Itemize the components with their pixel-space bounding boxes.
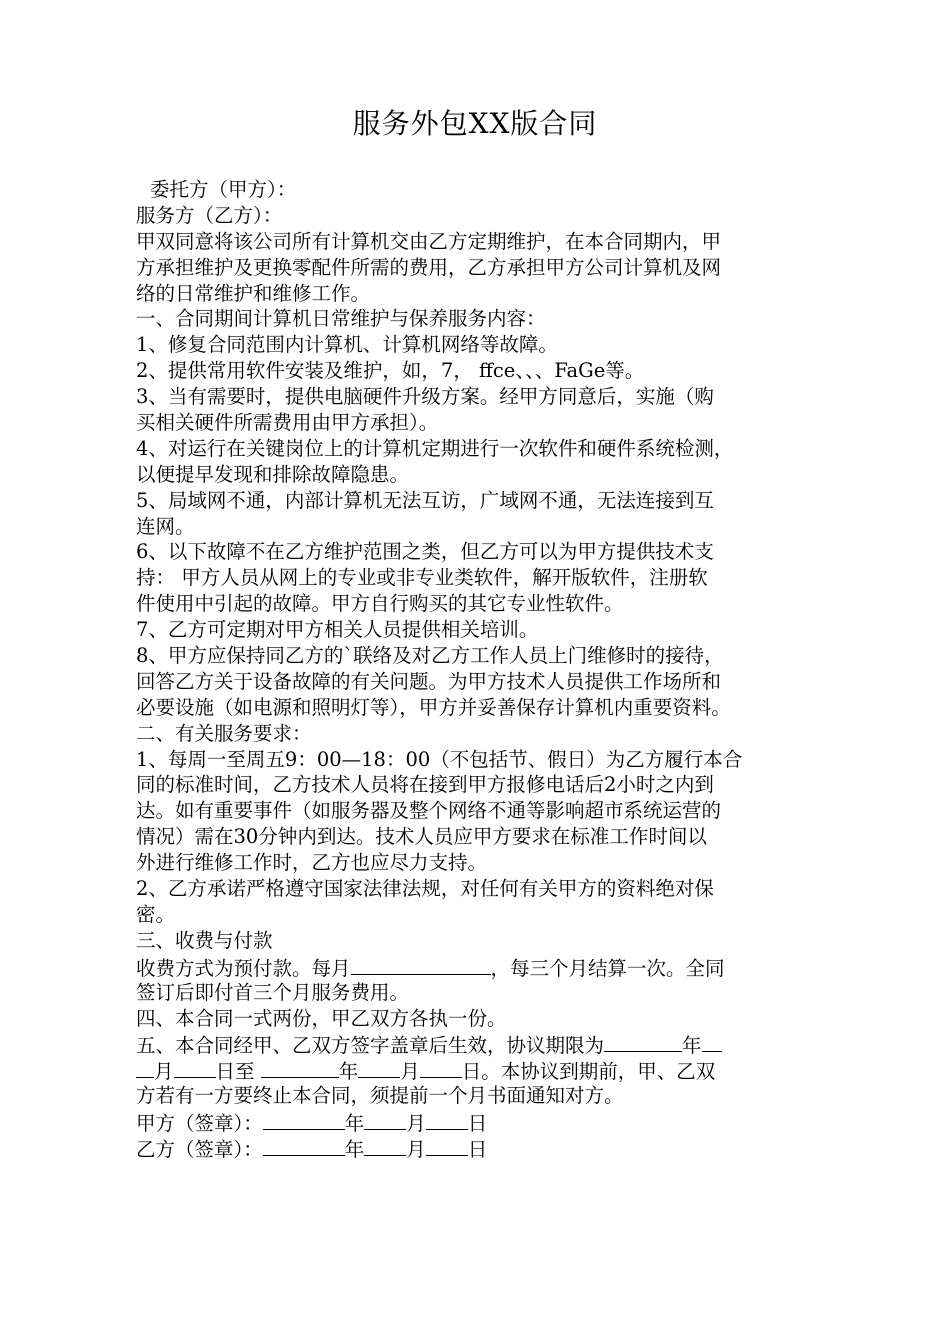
clause-line: 回答乙方关于设备故障的有关问题。为甲方技术人员提供工作场所和 xyxy=(136,669,722,693)
clause-line: 7、乙方可定期对甲方相关人员提供相关培训。 xyxy=(136,618,539,642)
section-heading-4: 四、本合同一式两份，甲乙双方各执一份。 xyxy=(136,1006,507,1030)
document-title: 服务外包XX版合同 xyxy=(352,107,598,140)
day-label: 日 xyxy=(467,1137,488,1161)
section-heading-2: 二、有关服务要求： xyxy=(136,721,312,745)
start-day-blank[interactable] xyxy=(174,1057,216,1078)
clause-line: 4、对运行在关键岗位上的计算机定期进行一次软件和硬件系统检测， xyxy=(136,436,734,460)
party-b-year-blank[interactable] xyxy=(263,1135,345,1156)
start-year-blank[interactable] xyxy=(604,1031,682,1052)
party-b-day-blank[interactable] xyxy=(426,1135,468,1156)
party-a-month-blank[interactable] xyxy=(364,1109,406,1130)
clause-line: 1、每周一至周五9：00—18：00（不包括节、假日）为乙方履行本合 xyxy=(136,747,743,771)
term-line-continued xyxy=(136,1057,826,1083)
year-label: 年 xyxy=(344,1137,365,1161)
clause-line: 方若有一方要终止本合同，须提前一个月书面通知对方。 xyxy=(136,1084,624,1108)
payment-text-end: ，每三个月结算一次。全同 xyxy=(490,956,725,980)
clause-line: 5、局域网不通，内部计算机无法互访，广域网不通，无法连接到互 xyxy=(136,488,714,512)
end-day-blank[interactable] xyxy=(420,1057,462,1078)
document-body xyxy=(136,177,826,1161)
party-a-signature-line xyxy=(136,1109,826,1135)
clause-line: 3、当有需要时，提供电脑硬件升级方案。经甲方同意后，实施（购 xyxy=(136,385,714,409)
month-label: 月 xyxy=(406,1137,426,1161)
month-label: 月 xyxy=(400,1060,420,1084)
term-text-end: 日。本协议到期前，甲、乙双 xyxy=(461,1060,716,1084)
end-month-blank[interactable] xyxy=(358,1057,400,1078)
clause-line: 2、提供常用软件安装及维护，如，7， ffce、、、FaGe等。 xyxy=(136,359,645,383)
paragraph-line: 方承担维护及更换零配件所需的费用，乙方承担甲方公司计算机及网 xyxy=(136,255,722,279)
clause-line: 8、甲方应保持同乙方的`联络及对乙方工作人员上门维修时的接待， xyxy=(136,644,724,668)
term-line xyxy=(136,1031,826,1057)
term-text: 五、本合同经甲、乙双方签字盖章后生效，协议期限为 xyxy=(136,1034,605,1058)
clause-line: 必要设施（如电源和照明灯等），甲方并妥善保存计算机内重要资料。 xyxy=(136,695,731,719)
payment-line xyxy=(136,954,826,980)
clause-line: 情况）需在30分钟内到达。技术人员应甲方要求在标准工作时间以 xyxy=(136,825,707,849)
clause-line: 2、乙方承诺严格遵守国家法律法规，对任何有关甲方的资料绝对保 xyxy=(136,877,714,901)
party-a-signature-label: 甲方（签章）： xyxy=(136,1112,263,1136)
end-year-blank[interactable] xyxy=(261,1057,339,1078)
section-heading-1: 一、合同期间计算机日常维护与保养服务内容： xyxy=(136,307,546,331)
clause-line: 以便提早发现和排除故障隐患。 xyxy=(136,462,410,486)
section-heading-3: 三、收费与付款 xyxy=(136,928,273,952)
clause-line: 持： 甲方人员从网上的专业或非专业类软件，解开版软件，注册软 xyxy=(136,566,708,590)
party-b-signature-label: 乙方（签章）： xyxy=(136,1137,263,1161)
day-to-label: 日至 xyxy=(215,1060,261,1084)
party-b-month-blank[interactable] xyxy=(364,1135,406,1156)
clause-line: 签订后即付首三个月服务费用。 xyxy=(136,980,410,1004)
payment-text-start: 收费方式为预付款。每月 xyxy=(136,956,351,980)
start-month-blank[interactable] xyxy=(136,1057,154,1078)
clause-line: 连网。 xyxy=(136,514,195,538)
provider-party-line: 服务方（乙方）： xyxy=(136,203,283,227)
paragraph-line: 甲双同意将该公司所有计算机交由乙方定期维护，在本合同期内，甲 xyxy=(136,229,722,253)
year-label: 年 xyxy=(338,1060,359,1084)
clause-line: 1、修复合同范围内计算机、计算机网络等故障。 xyxy=(136,333,558,357)
year-label: 年 xyxy=(682,1034,702,1058)
paragraph-line: 络的日常维护和维修工作。 xyxy=(136,281,371,305)
monthly-fee-blank[interactable] xyxy=(351,954,491,975)
year-label: 年 xyxy=(344,1112,365,1136)
day-label: 日 xyxy=(467,1112,488,1136)
client-party-line: 委托方（甲方）： xyxy=(150,178,297,201)
clause-line: 密。 xyxy=(136,902,176,926)
clause-line: 外进行维修工作时，乙方也应尽力支持。 xyxy=(136,851,488,875)
clause-line: 达。如有重要事件（如服务器及整个网络不通等影响超市系统运营的 xyxy=(136,799,722,823)
party-a-year-blank[interactable] xyxy=(263,1109,345,1130)
clause-line: 6、以下故障不在乙方维护范围之类，但乙方可以为甲方提供技术支 xyxy=(136,540,714,564)
clause-line: 件使用中引起的故障。甲方自行购买的其它专业性软件。 xyxy=(136,592,624,616)
month-label: 月 xyxy=(406,1112,426,1136)
month-label: 月 xyxy=(154,1060,174,1084)
clause-line: 同的标准时间，乙方技术人员将在接到甲方报修电话后2小时之内到 xyxy=(136,773,714,797)
start-month-blank-part[interactable] xyxy=(702,1031,722,1052)
party-a-day-blank[interactable] xyxy=(426,1109,468,1130)
party-b-signature-line xyxy=(136,1135,826,1161)
clause-line: 买相关硬件所需费用由甲方承担）。 xyxy=(136,411,439,435)
